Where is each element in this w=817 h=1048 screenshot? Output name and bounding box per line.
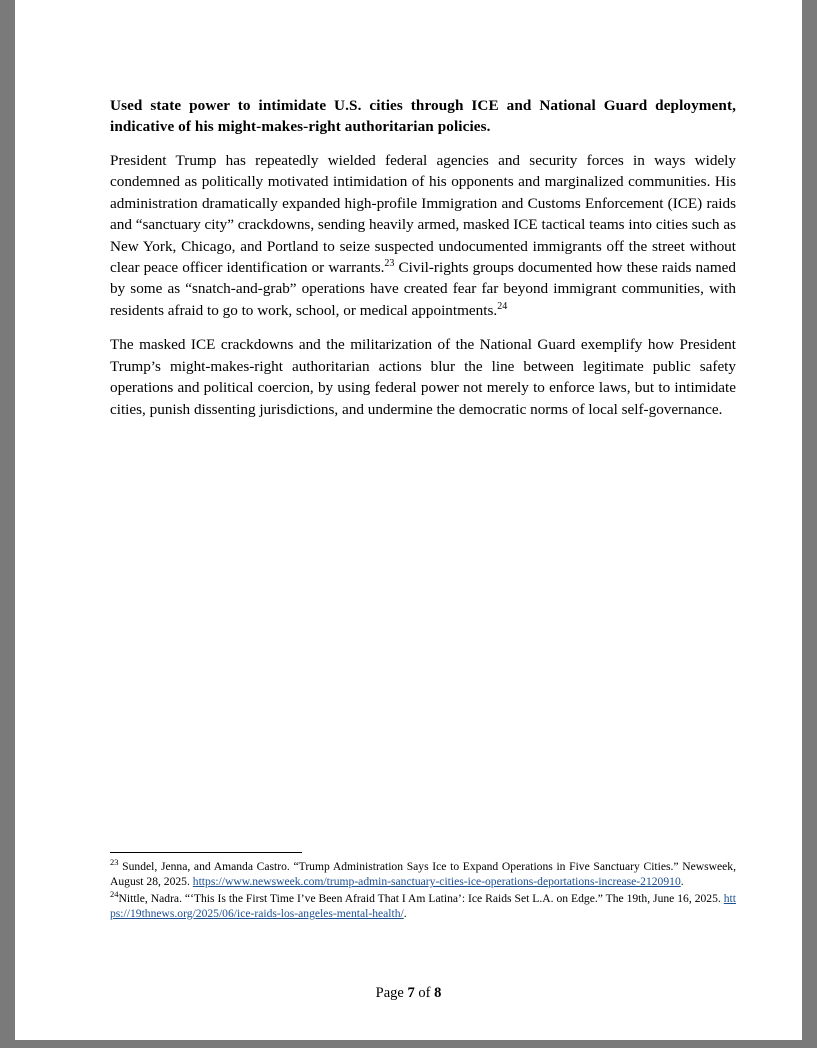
paragraph-1 [110,150,736,321]
page-footer [15,985,802,1002]
footnote-ref-24[interactable]: 24 [497,300,508,312]
footnote-link[interactable]: https://19thnews.org/2025/06/ice-raids-los-angeles-mental-health/ [110,891,736,920]
footnote-item [110,888,736,922]
footnote-link[interactable]: https://www.newsweek.com/trump-admin-sanctuary-cities-ice-operations-deportations-increase-2120910 [192,875,681,889]
footnote-ref-23[interactable]: 23 [384,257,395,269]
footnote-text-before: Nittle, Nadra. “‘This Is the First Time I’ve Been Afraid That I Am Latina’: Ice Raids Set L.A. on Edge.” The 19th, June 16, 2025. [118,891,724,905]
footer-middle: of [414,985,435,1001]
footer-total-pages: 8 [434,985,442,1001]
footnote-separator-rule [110,852,302,853]
footnote-number: 24 [110,888,119,899]
footer-prefix: Page [375,985,408,1001]
paragraph-1-text-b: Civil-rights groups documented how these raids named by some as “snatch-and-grab” operations have created fear far beyond immigrant communities, with residents afraid to go to work, school, or medical appointments. [110,259,736,319]
footnote-item [110,859,736,890]
footnote-text-after: . [680,875,684,889]
paragraph-2: The masked ICE crackdowns and the militarization of the National Guard exemplify how President Trump’s might-makes-right authoritarian actions blur the line between legitimate public safety operations and political coercion, by using federal power not merely to enforce laws, but to intimidate cities, punish dissenting jurisdictions, and undermine the democratic norms of local self-governance. [110,336,736,418]
footnote-text-after: . [403,906,407,920]
footnote-number: 23 [110,857,119,868]
footnote-text-before: Sundel, Jenna, and Amanda Castro. “Trump Administration Says Ice to Expand Operations in Five Sanctuary Cities.” Newsweek, August 28, 2025. [110,860,736,889]
footnotes-section [110,852,736,921]
footer-current-page: 7 [407,985,415,1001]
paragraph-1-text-a: President Trump has repeatedly wielded federal agencies and security forces in ways widely condemned as politically motivated intimidation of his opponents and marginalized communities. His administration dramatically expanded high-profile Immigration and Customs Enforcement (ICE) raids and “sanctuary city” crackdowns, sending heavily armed, masked ICE tactical teams into cities such as New York, Chicago, and Portland to seize suspected undocumented immigrants off the street without clear peace officer identification or warrants. [110,151,736,277]
section-heading: Used state power to intimidate U.S. cities through ICE and National Guard deployment, indicative of his might-makes-right authoritarian policies. [110,97,736,135]
document-page [15,0,802,1040]
page-content [110,96,736,420]
